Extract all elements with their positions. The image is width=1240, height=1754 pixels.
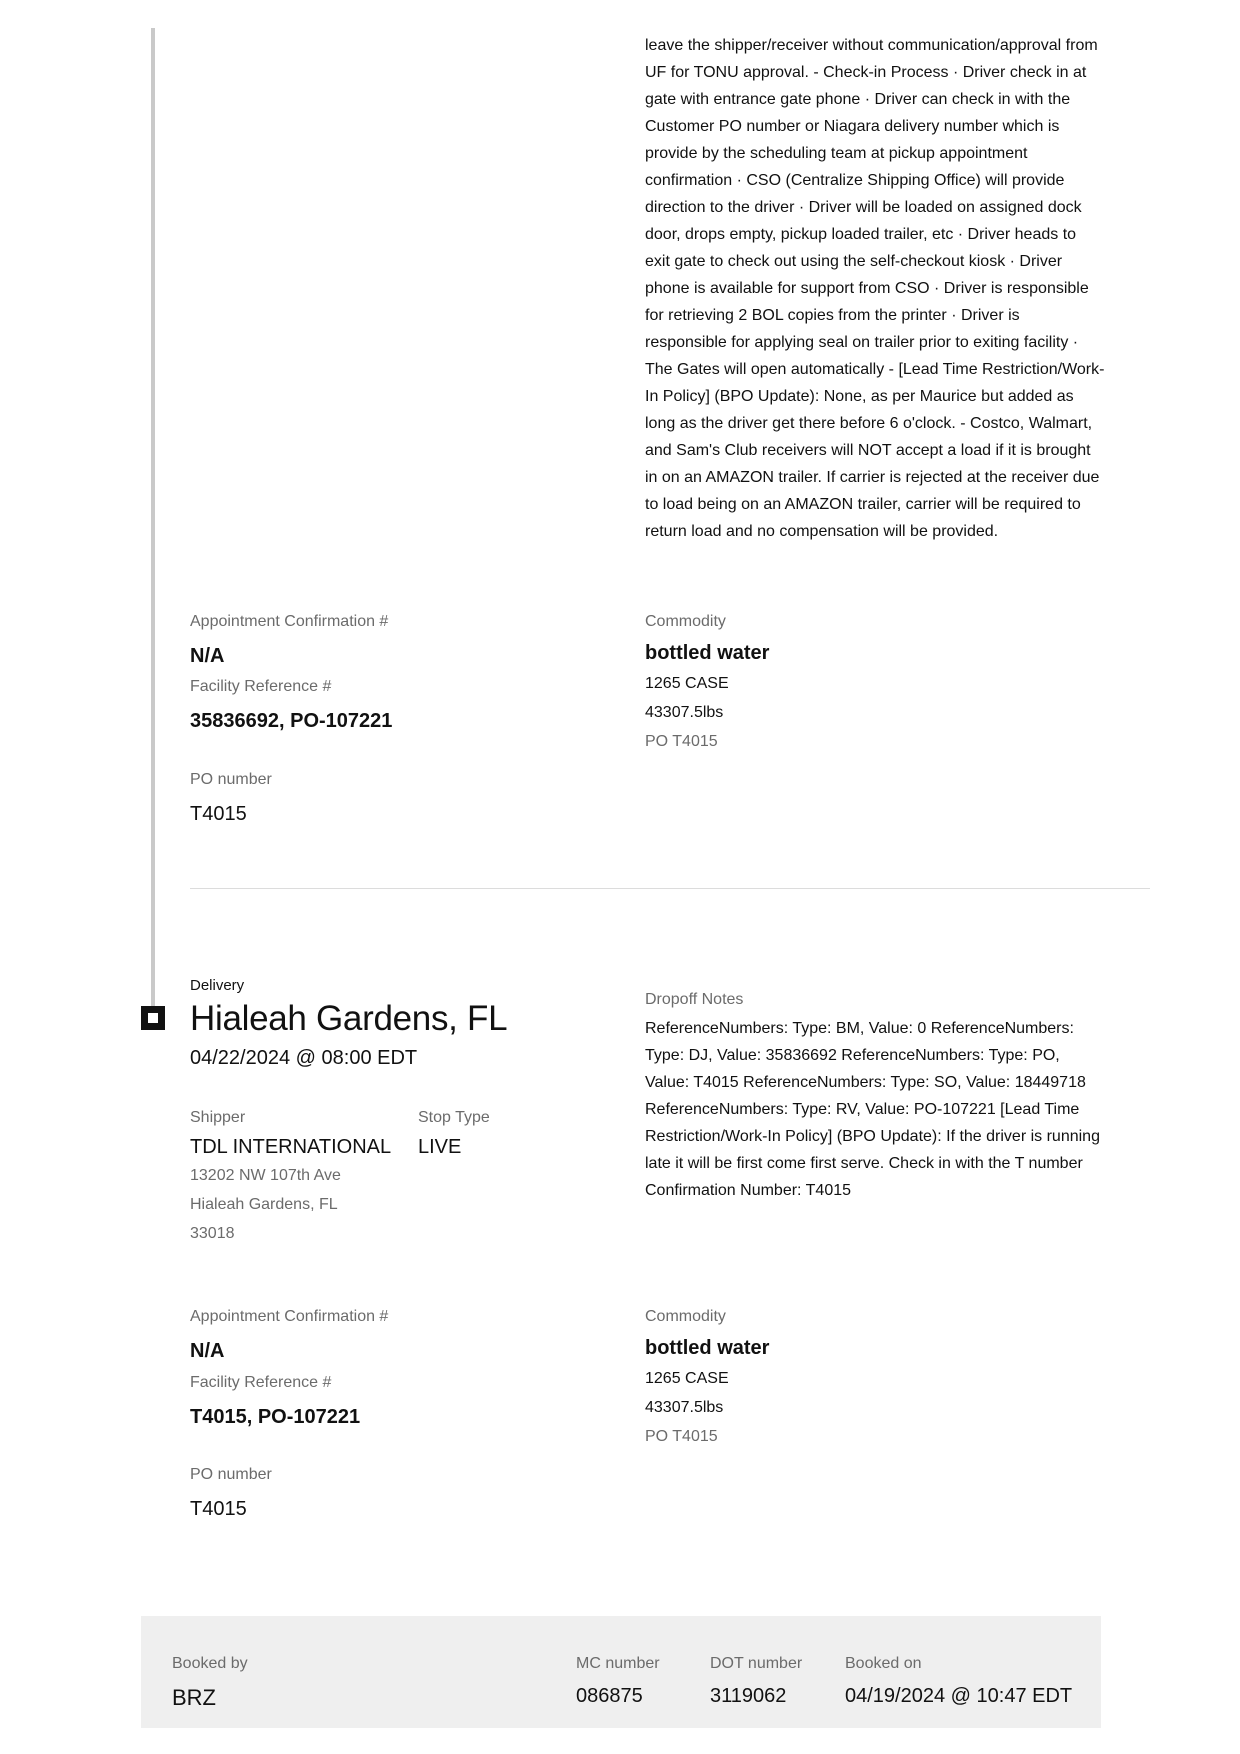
delivery-datetime: 04/22/2024 @ 08:00 EDT bbox=[190, 1047, 418, 1069]
delivery-shipper-name: TDL INTERNATIONAL bbox=[190, 1136, 392, 1158]
booked-on-value: 04/19/2024 @ 10:47 EDT bbox=[845, 1685, 1073, 1707]
delivery-commodity-label: Commodity bbox=[645, 1308, 726, 1325]
delivery-stop-type-value: LIVE bbox=[418, 1136, 462, 1158]
booked-by-value: BRZ bbox=[172, 1685, 216, 1710]
pickup-facility-ref-value: 35836692, PO-107221 bbox=[190, 710, 393, 732]
delivery-po-value: T4015 bbox=[190, 1498, 247, 1520]
delivery-commodity-weight: 43307.5lbs bbox=[645, 1399, 724, 1416]
pickup-commodity-qty: 1265 CASE bbox=[645, 675, 729, 692]
delivery-appointment-value: N/A bbox=[190, 1340, 225, 1362]
delivery-address-line1: 13202 NW 107th Ave bbox=[190, 1167, 341, 1184]
delivery-commodity-name: bottled water bbox=[645, 1337, 770, 1359]
booked-on-label: Booked on bbox=[845, 1655, 922, 1672]
pickup-facility-ref-label: Facility Reference # bbox=[190, 678, 332, 695]
delivery-address-line2: Hialeah Gardens, FL bbox=[190, 1196, 338, 1213]
timeline-line bbox=[151, 28, 155, 1006]
delivery-stop-label: Delivery bbox=[190, 977, 245, 994]
delivery-commodity-qty: 1265 CASE bbox=[645, 1370, 729, 1387]
dot-number-value: 3119062 bbox=[710, 1685, 787, 1707]
delivery-facility-ref-label: Facility Reference # bbox=[190, 1374, 332, 1391]
delivery-city: Hialeah Gardens, FL bbox=[190, 999, 508, 1038]
delivery-stop-type-label: Stop Type bbox=[418, 1109, 490, 1126]
stop-marker-icon bbox=[141, 1006, 165, 1030]
mc-number-label: MC number bbox=[576, 1655, 660, 1672]
booked-by-label: Booked by bbox=[172, 1655, 248, 1672]
pickup-po-value: T4015 bbox=[190, 803, 247, 825]
pickup-notes: leave the shipper/receiver without communication/approval from UF for TONU approval. - Check-in Process · Driver check in at gate with entrance gate phone · Driver can check in with the Customer PO number or Niagara delivery number which is provide by the scheduling team at pickup appointment confirmation · CSO (Centralize Shipping Office) will provide direction to the driver · Driver will be loaded on assigned dock door, drops empty, pickup loaded trailer, etc · Driver heads to exit gate to check out using the self-checkout kiosk · Driver phone is available for support from CSO · Driver is responsible for retrieving 2 BOL copies from the printer · Driver is responsible for applying seal on trailer prior to exiting facility · The Gates will open automatically - [Lead Time Restriction/Work-In Policy] (BPO Update): None, as per Maurice but added as long as the driver get there before 6 o'clock. - Costco, Walmart, and Sam's Club receivers will NOT accept a load if it is brought in on an AMAZON trailer. If carrier is rejected at the receiver due to load being on an AMAZON trailer, carrier will be required to return load and no compensation will be provided. bbox=[645, 37, 1105, 540]
dropoff-notes: ReferenceNumbers: Type: BM, Value: 0 ReferenceNumbers: Type: DJ, Value: 35836692 ReferenceNumbers: Type: PO, Value: T4015 ReferenceNumbers: Type: SO, Value: 18449718 ReferenceNumbers: Type: RV, Value: PO-107221 [Lead Time Restriction/Work-In Policy] (BPO Update): If the driver is running late it will be first come first serve. Check in with the T number Confirmation Number: T4015 bbox=[645, 1020, 1100, 1199]
pickup-commodity-label: Commodity bbox=[645, 613, 726, 630]
pickup-commodity-po: PO T4015 bbox=[645, 733, 718, 750]
delivery-address-line3: 33018 bbox=[190, 1225, 235, 1242]
dot-number-label: DOT number bbox=[710, 1655, 803, 1672]
delivery-appointment-label: Appointment Confirmation # bbox=[190, 1308, 389, 1325]
pickup-commodity-name: bottled water bbox=[645, 642, 770, 664]
delivery-po-label: PO number bbox=[190, 1466, 272, 1483]
delivery-shipper-label: Shipper bbox=[190, 1109, 246, 1126]
mc-number-value: 086875 bbox=[576, 1685, 643, 1707]
section-divider bbox=[190, 888, 1150, 889]
pickup-appointment-value: N/A bbox=[190, 645, 225, 667]
booking-footer bbox=[141, 1616, 1101, 1728]
pickup-commodity-weight: 43307.5lbs bbox=[645, 704, 724, 721]
delivery-facility-ref-value: T4015, PO-107221 bbox=[190, 1406, 361, 1428]
dropoff-notes-label: Dropoff Notes bbox=[645, 991, 744, 1008]
pickup-po-label: PO number bbox=[190, 771, 272, 788]
pickup-appointment-label: Appointment Confirmation # bbox=[190, 613, 389, 630]
delivery-commodity-po: PO T4015 bbox=[645, 1428, 718, 1445]
